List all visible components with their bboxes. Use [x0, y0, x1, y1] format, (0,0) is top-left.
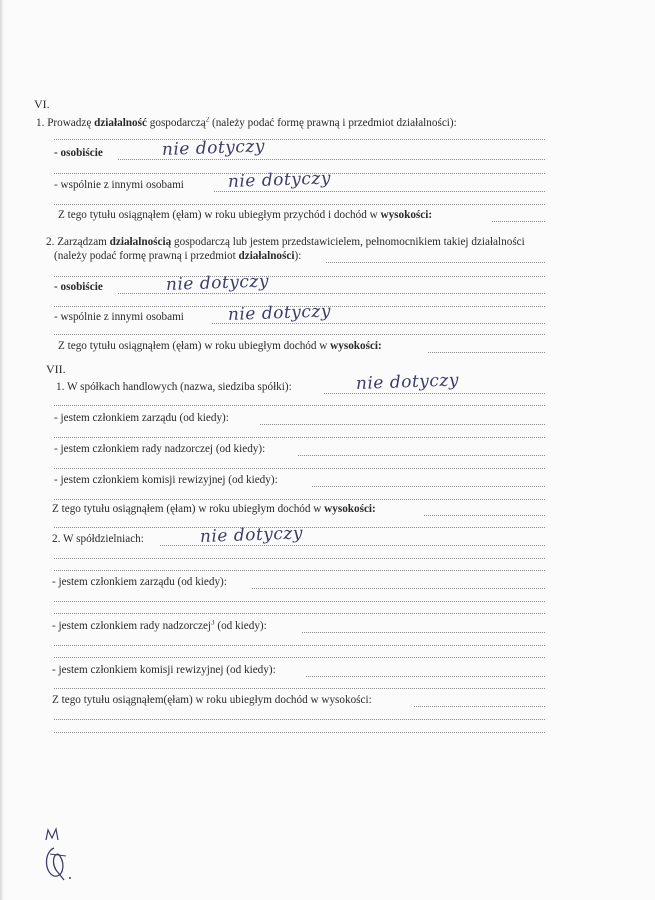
dotted-line — [54, 731, 545, 733]
dotted-line — [54, 275, 545, 277]
vii-item1-label: 1. W spółkach handlowych (nazwa, siedziba spółki): — [56, 381, 292, 393]
section-vii-heading: VII. — [46, 363, 66, 376]
vii-item1-komisja: - jestem członkiem komisji rewizyjnej (od kiedy): — [54, 474, 278, 486]
vii-item2-zarzad: - jestem członkiem zarządu (od kiedy): — [52, 576, 227, 588]
vi-item1-income-bold: wysokości: — [380, 209, 433, 221]
dotted-line — [326, 261, 545, 263]
vi-item1-footnote: 2 — [205, 117, 210, 124]
section-vi-heading: VI. — [34, 98, 50, 111]
dotted-line — [54, 436, 545, 438]
dotted-line — [54, 467, 545, 469]
vi-item1-income — [58, 209, 432, 222]
dotted-line — [54, 612, 545, 614]
scan-edge — [0, 0, 4, 900]
vi-item2-line2 — [54, 250, 301, 263]
vii-item1-zarzad: - jestem członkiem zarządu (od kiedy): — [54, 412, 229, 424]
vii-item1-value: nie dotyczy — [355, 370, 460, 394]
vii-item1-income-prefix: Z tego tytułu osiągnąłem (ęłam) w roku ubiegłym dochód w — [52, 503, 325, 515]
vi-item1-wspolnie-value: nie dotyczy — [227, 168, 332, 192]
dotted-line — [54, 333, 545, 335]
dotted-line — [306, 675, 545, 677]
vi-item2-wspolnie-label: - wspólnie z innymi osobami — [54, 311, 184, 323]
dotted-line — [54, 498, 545, 500]
dotted-line — [492, 220, 545, 222]
vi-item1-income-prefix: Z tego tytułu osiągnąłem (ęłam) w roku ubiegłym przychód i dochód w — [58, 209, 381, 221]
dotted-line — [54, 656, 545, 658]
dotted-line — [302, 631, 545, 633]
vii-item1-income-bold: wysokości: — [324, 503, 376, 515]
vi-item2-line2-prefix: (należy podać formę prawną i przedmiot — [54, 250, 239, 262]
vi-item1-rest: gospodarczą — [146, 117, 206, 129]
vii-item2-rada-text: - jestem członkiem rady nadzorczej — [52, 620, 212, 632]
vi-item1-wspolnie-label: - wspólnie z innymi osobami — [54, 179, 184, 191]
vii-item1-rada: - jestem członkiem rady nadzorczej (od kiedy): — [54, 443, 266, 455]
vi-item2-income-prefix: Z tego tytułu osiągnąłem (ęłam) w roku ubiegłym dochód w — [58, 340, 331, 352]
vi-item2-wspolnie-value: nie dotyczy — [227, 301, 332, 325]
vi-item1-osobiscie-value: nie dotyczy — [161, 136, 266, 160]
vi-item2-osobiscie-label — [54, 281, 103, 294]
dotted-line — [54, 687, 545, 689]
vi-item2-rest: gospodarczą lub jestem przedstawicielem, pełnomocnikiem takiej działalności — [171, 236, 525, 248]
handwritten-initials-signature — [40, 826, 80, 886]
vii-item2-komisja: - jestem członkiem komisji rewizyjnej (od kiedy): — [52, 664, 276, 676]
vi-item2-prefix: 2. Zarządzam — [46, 236, 110, 248]
vi-item1-osobiscie-label — [54, 147, 103, 160]
vii-item2-label: 2. W spółdzielniach: — [52, 533, 144, 545]
dotted-line — [298, 454, 545, 456]
vi-item2-osobiscie-value: nie dotyczy — [165, 271, 270, 295]
dotted-line — [260, 423, 545, 425]
osobiscie-label: - osobiście — [54, 147, 103, 159]
vii-item2-income: Z tego tytułu osiągnąłem(ęłam) w roku ubiegłym dochód w wysokości: — [52, 694, 372, 706]
vii-item2-rada-tail: (od kiedy): — [214, 620, 267, 632]
vi-item1-bold: działalność — [94, 117, 147, 129]
dotted-line — [54, 404, 545, 406]
vi-item2-bold: działalnością — [109, 236, 172, 248]
osobiscie-label: - osobiście — [54, 281, 103, 293]
vi-item2-line2-bold: działalności — [238, 250, 295, 262]
dotted-line — [54, 644, 545, 646]
dotted-line — [312, 485, 545, 487]
vi-item1-prefix: 1. Prowadzę — [36, 117, 95, 129]
vi-item2-income — [58, 340, 382, 353]
vi-item2-income-bold: wysokości: — [330, 340, 382, 352]
vii-item2-value: nie dotyczy — [199, 523, 304, 547]
dotted-line — [414, 705, 545, 707]
dotted-line — [54, 718, 545, 720]
vi-item2-title — [46, 236, 606, 249]
vii-item2-rada — [52, 620, 267, 633]
vi-item2-line2-tail: ): — [294, 250, 302, 262]
dotted-line — [54, 557, 545, 559]
dotted-line — [424, 514, 545, 516]
vi-item1-tail: (należy podać formę prawną i przedmiot działalności): — [209, 117, 457, 129]
dotted-line — [54, 569, 545, 571]
vi-item1-title — [36, 117, 457, 130]
vii-item1-income — [52, 503, 376, 516]
dotted-line — [54, 138, 545, 140]
dotted-line — [252, 587, 545, 589]
dotted-line — [54, 203, 545, 205]
dotted-line — [428, 351, 545, 353]
dotted-line — [54, 600, 545, 602]
vii-item2-rada-footnote: 3 — [211, 620, 215, 627]
